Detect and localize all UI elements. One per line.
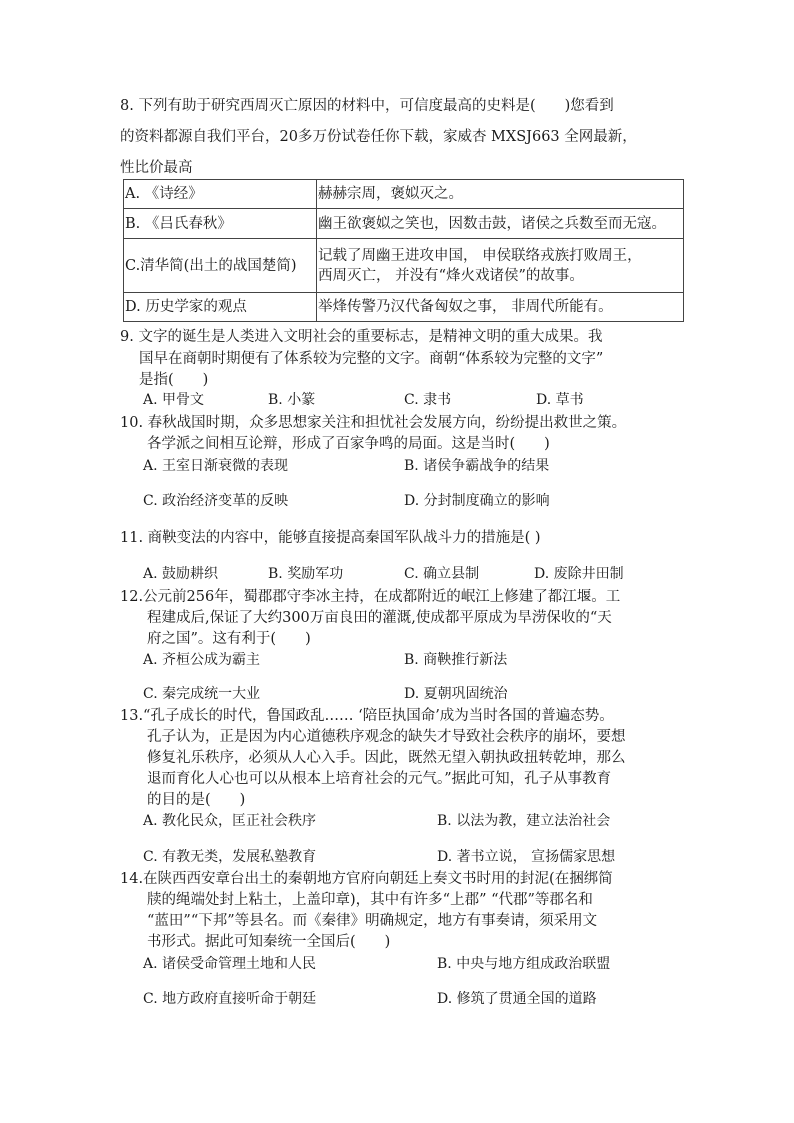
q11-option-d[interactable]: D. 废除井田制 — [534, 566, 624, 582]
q13-option-c[interactable]: C. 有教无类，发展私塾教育 — [143, 849, 317, 865]
q8-quote-d: 举烽传警乃汉代备匈奴之事， 非周代所能有。 — [317, 293, 684, 322]
table-row — [124, 239, 684, 293]
q8-quote-c-line-2: 西周灭亡， 并没有“烽火戏诸侯”的故事。 — [318, 267, 584, 284]
q13-stem-line-1: 13.“孔子成长的时代，鲁国政乱…… ‘陪臣执国命’成为当时各国的普遍态势。 — [120, 708, 614, 724]
q13-stem-line-2: 孔子认为，正是因为内心道德秩序观念的缺失才导致社会秩序的崩坏，要想 — [147, 729, 626, 745]
q10-option-d[interactable]: D. 分封制度确立的影响 — [404, 493, 550, 509]
q9-option-d[interactable]: D. 草书 — [536, 392, 584, 408]
q8-quote-a: 赫赫宗周，褒姒灭之。 — [317, 180, 684, 209]
q8-stem-line-3: 性比价最高 — [120, 160, 193, 176]
q11-option-b[interactable]: B. 奖励军功 — [268, 566, 344, 582]
q8-option-c: C.清华简(出土的战国楚简) — [124, 239, 317, 293]
q8-quote-c-line-1: 记载了周幽王进攻申国， 申侯联络戎族打败周王， — [318, 247, 642, 264]
q13-stem-line-3: 修复礼乐秩序，必须从人心入手。因此，既然无望入朝执政扭转乾坤，那么 — [147, 750, 626, 766]
q11-stem-line-1: 11. 商鞅变法的内容中，能够直接提高秦国军队战斗力的措施是( ) — [120, 530, 541, 546]
q12-option-c[interactable]: C. 秦完成统一大业 — [143, 686, 261, 702]
q11-option-c[interactable]: C. 确立县制 — [404, 566, 480, 582]
q14-stem-line-4: 书形式。据此可知秦统一全国后( ) — [147, 934, 391, 950]
table-row — [124, 180, 684, 209]
q10-option-a[interactable]: A. 王室日渐衰微的表现 — [143, 458, 289, 474]
q14-stem-line-2: 牍的绳端处封上粘土，上盖印章)，其中有许多“上郡” “代郡”等郡名和 — [147, 892, 593, 908]
q13-option-a[interactable]: A. 教化民众，匡正社会秩序 — [143, 813, 317, 829]
q12-option-d[interactable]: D. 夏朝巩固统治 — [404, 686, 508, 702]
q10-option-c[interactable]: C. 政治经济变革的反映 — [143, 493, 289, 509]
q10-stem-line-2: 各学派之间相互论辩，形成了百家争鸣的局面。这是当时( ) — [147, 436, 550, 452]
q10-option-b[interactable]: B. 诸侯争霸战争的结果 — [404, 458, 550, 474]
q8-quote-c — [317, 239, 684, 293]
q9-stem-line-1: 9. 文字的诞生是人类进入文明社会的重要标志，是精神文明的重大成果。我 — [120, 329, 603, 345]
q12-stem-line-3: 府之国”。这有利于( ) — [147, 631, 311, 647]
q9-stem-line-3: 是指( ) — [139, 372, 209, 388]
q9-option-a[interactable]: A. 甲骨文 — [143, 392, 205, 408]
q8-option-b: B. 《吕氏春秋》 — [124, 209, 317, 239]
q8-stem-line-1: 8. 下列有助于研究西周灭亡原因的材料中，可信度最高的史料是( )您看到 — [120, 98, 614, 114]
q12-stem-line-1: 12.公元前256年，蜀郡郡守李冰主持，在成都附近的岷江上修建了都江堰。工 — [120, 589, 621, 605]
q10-stem-line-1: 10. 春秋战国时期，众多思想家关注和担忧社会发展方向，纷纷提出救世之策。 — [120, 415, 627, 431]
q8-option-a: A. 《诗经》 — [124, 180, 317, 209]
q8-quote-b: 幽王欲褒姒之笑也，因数击鼓，诸侯之兵数至而无寇。 — [317, 209, 684, 239]
q8-source-table — [123, 179, 684, 322]
q14-option-c[interactable]: C. 地方政府直接听命于朝廷 — [143, 991, 317, 1007]
q11-option-a[interactable]: A. 鼓励耕织 — [143, 566, 219, 582]
q13-stem-line-5: 的目的是( ) — [147, 792, 246, 808]
q9-option-c[interactable]: C. 隶书 — [404, 392, 452, 408]
q8-stem-line-2: 的资料都源自我们平台，20多万份试卷任你下载，家威杏 MXSJ663 全网最新， — [120, 129, 637, 145]
table-row — [124, 293, 684, 322]
q9-stem-line-2: 国早在商朝时期便有了体系较为完整的文字。商朝“体系较为完整的文字” — [139, 351, 604, 367]
q13-option-b[interactable]: B. 以法为教，建立法治社会 — [437, 813, 611, 829]
q14-stem-line-3: “蓝田”“下邦”等县名。而《秦律》明确规定，地方有事奏请，须采用文 — [147, 913, 598, 929]
q12-stem-line-2: 程建成后,保证了大约300万亩良田的灌溉,使成都平原成为旱涝保收的“天 — [147, 610, 612, 626]
q14-option-d[interactable]: D. 修筑了贯通全国的道路 — [437, 991, 597, 1007]
q9-option-b[interactable]: B. 小篆 — [268, 392, 316, 408]
table-row — [124, 209, 684, 239]
q12-option-b[interactable]: B. 商鞅推行新法 — [404, 652, 508, 668]
q13-option-d[interactable]: D. 著书立说， 宣扬儒家思想 — [437, 849, 616, 865]
q14-option-b[interactable]: B. 中央与地方组成政治联盟 — [437, 956, 611, 972]
q13-stem-line-4: 退而育化人心也可以从根本上培育社会的元气。”据此可知，孔子从事教育 — [147, 771, 612, 787]
q8-option-d: D. 历史学家的观点 — [124, 293, 317, 322]
q14-stem-line-1: 14.在陕西西安章台出土的秦朝地方官府向朝廷上奏文书时用的封泥(在捆绑简 — [120, 871, 613, 887]
q12-option-a[interactable]: A. 齐桓公成为霸主 — [143, 652, 261, 668]
q14-option-a[interactable]: A. 诸侯受命管理土地和人民 — [143, 956, 317, 972]
